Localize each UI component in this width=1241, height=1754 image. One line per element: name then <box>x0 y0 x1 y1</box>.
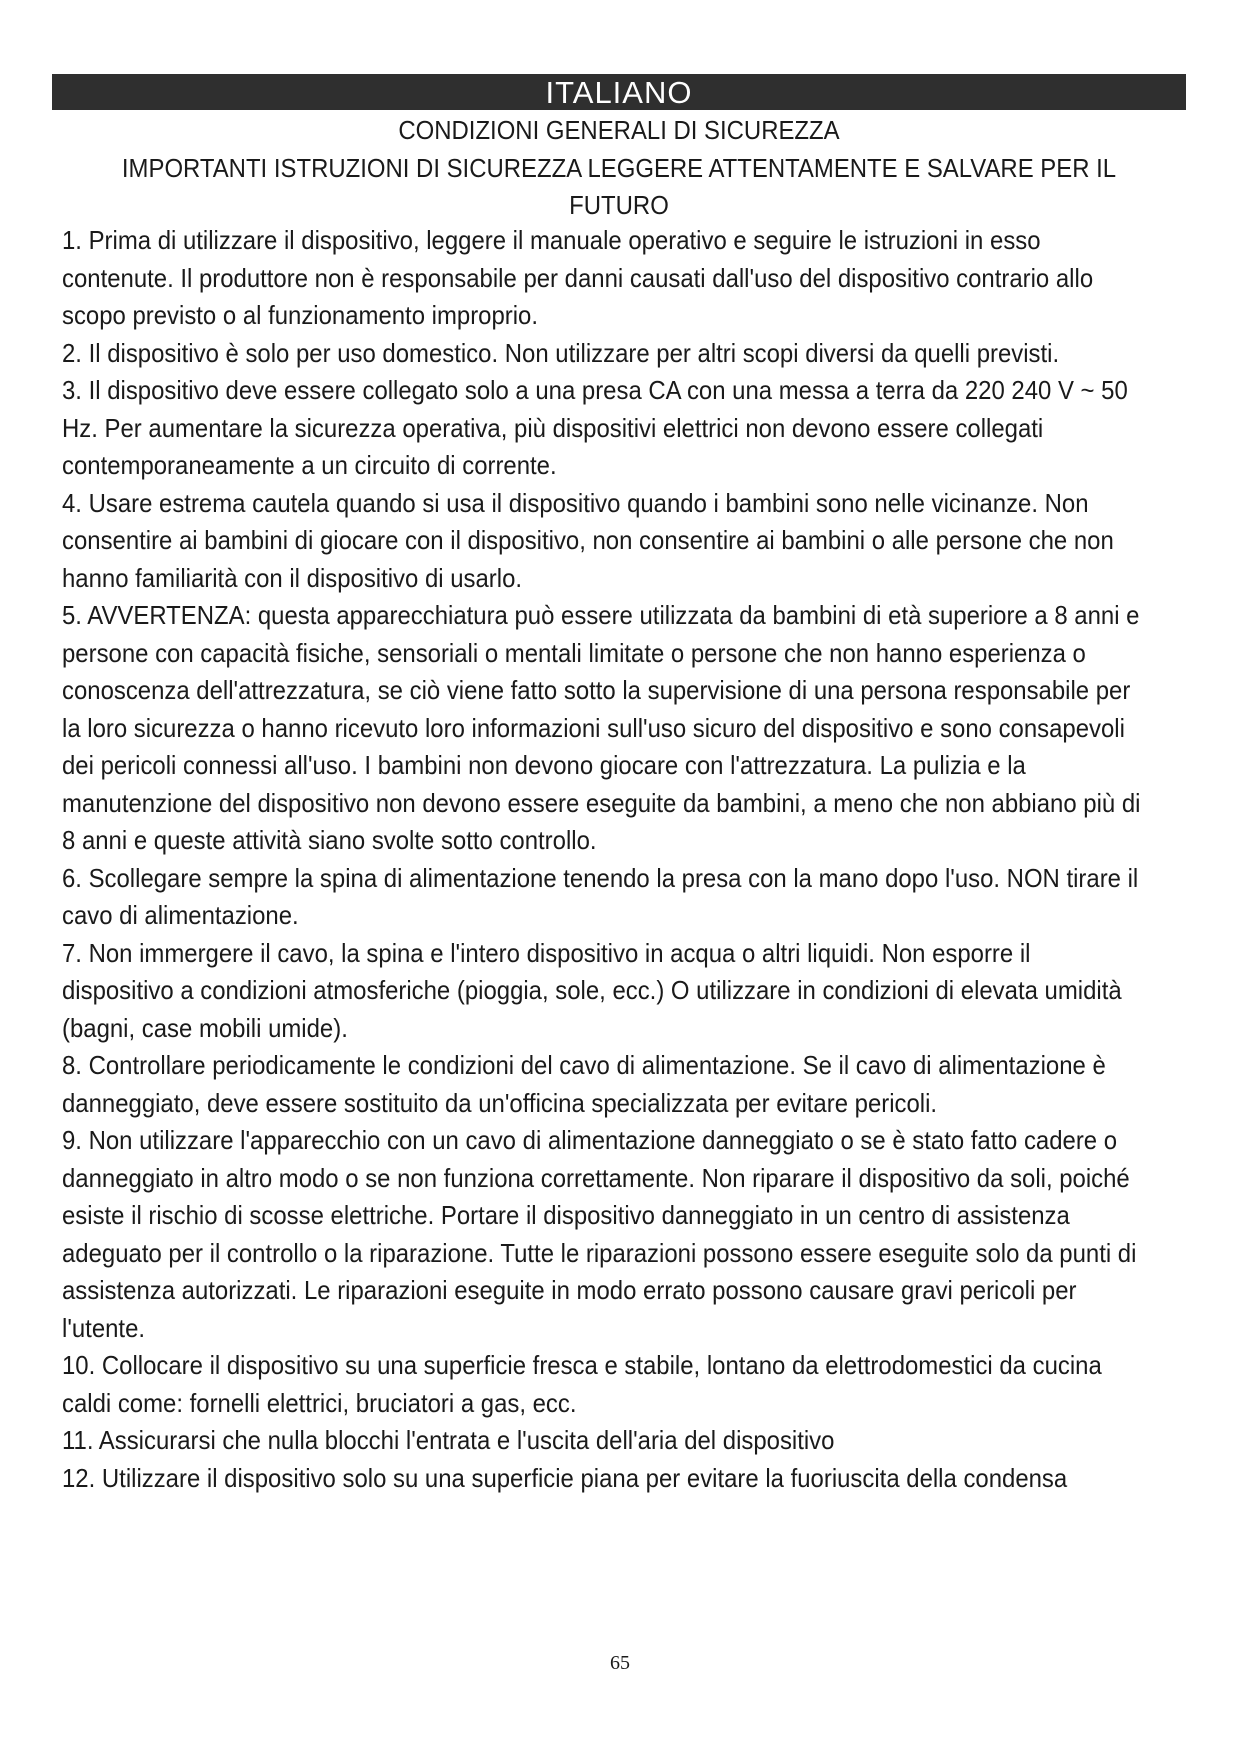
safety-instructions-list <box>62 222 1148 1497</box>
instruction-item: 7. Non immergere il cavo, la spina e l'intero dispositivo in acqua o altri liquidi. Non esporre il dispositivo a condizioni atmosferiche (pioggia, sole, ecc.) O utilizzare in condizioni di elevata umidità (bagni, case mobili umide). <box>62 937 1122 1043</box>
instruction-item: 11. Assicurarsi che nulla blocchi l'entrata e l'uscita dell'aria del dispositivo <box>62 1425 835 1455</box>
instruction-item: 10. Collocare il dispositivo su una superficie fresca e stabile, lontano da elettrodomestici da cucina caldi come: fornelli elettrici, bruciatori a gas, ecc. <box>62 1350 1102 1418</box>
instruction-item: 2. Il dispositivo è solo per uso domestico. Non utilizzare per altri scopi diversi da quelli previsti. <box>62 337 1060 368</box>
section-title: CONDIZIONI GENERALI DI SICUREZZA <box>398 115 840 145</box>
instruction-item: 5. AVVERTENZA: questa apparecchiatura può essere utilizzata da bambini di età superiore a 8 anni e persone con capacità fisiche, sensoriali o mentali limitate o persone che non hanno esperienza o conoscenza dell'attrezzatura, se ciò viene fatto sotto la supervisione di una persona responsabile per la loro sicurezza o hanno ricevuto loro informazioni sull'uso sicuro del dispositivo e sono consapevoli dei pericoli connessi all'uso. I bambini non devono giocare con l'attrezzatura. La pulizia e la manutenzione del dispositivo non devono essere eseguite da bambini, a meno che non abbiano più di 8 anni e queste attività siano svolte sotto controllo. <box>62 600 1141 855</box>
instruction-item: 6. Scollegare sempre la spina di alimentazione tenendo la presa con la mano dopo l'uso. NON tirare il cavo di alimentazione. <box>62 862 1139 930</box>
instruction-item: 1. Prima di utilizzare il dispositivo, leggere il manuale operativo e seguire le istruzioni in esso contenute. Il produttore non è responsabile per danni causati dall'uso del dispositivo contrario allo scopo previsto o al funzionamento improprio. <box>62 225 1094 330</box>
instruction-item: 3. Il dispositivo deve essere collegato solo a una presa CA con una messa a terra da 220 240 V ~ 50 Hz. Per aumentare la sicurezza operativa, più dispositivi elettrici non devono essere collegati contemporaneamente a un circuito di corrente. <box>62 375 1128 480</box>
instruction-item: 12. Utilizzare il dispositivo solo su una superficie piana per evitare la fuoriuscita della condensa <box>62 1462 1068 1493</box>
instruction-item: 9. Non utilizzare l'apparecchio con un cavo di alimentazione danneggiato o se è stato fatto cadere o danneggiato in altro modo o se non funziona correttamente. Non riparare il dispositivo da soli, poiché esiste il rischio di scosse elettriche. Portare il dispositivo danneggiato in un centro di assistenza adeguato per il controllo o la riparazione. Tutte le riparazioni possono essere eseguite solo da punti di assistenza autorizzati. Le riparazioni eseguite in modo errato possono causare gravi pericoli per l'utente. <box>62 1125 1137 1343</box>
page-number: 65 <box>610 1652 630 1674</box>
language-banner: ITALIANO <box>52 74 1186 110</box>
instruction-item: 8. Controllare periodicamente le condizioni del cavo di alimentazione. Se il cavo di alimentazione è danneggiato, deve essere sostituito da un'officina specializzata per evitare pericoli. <box>62 1050 1106 1118</box>
section-subtitle: IMPORTANTI ISTRUZIONI DI SICUREZZA LEGGERE ATTENTAMENTE E SALVARE PER IL FUTURO <box>121 153 1117 220</box>
instruction-item: 4. Usare estrema cautela quando si usa il dispositivo quando i bambini sono nelle vicinanze. Non consentire ai bambini di giocare con il dispositivo, non consentire ai bambini o alle persone che non hanno familiarità con il dispositivo di usarlo. <box>62 487 1114 593</box>
